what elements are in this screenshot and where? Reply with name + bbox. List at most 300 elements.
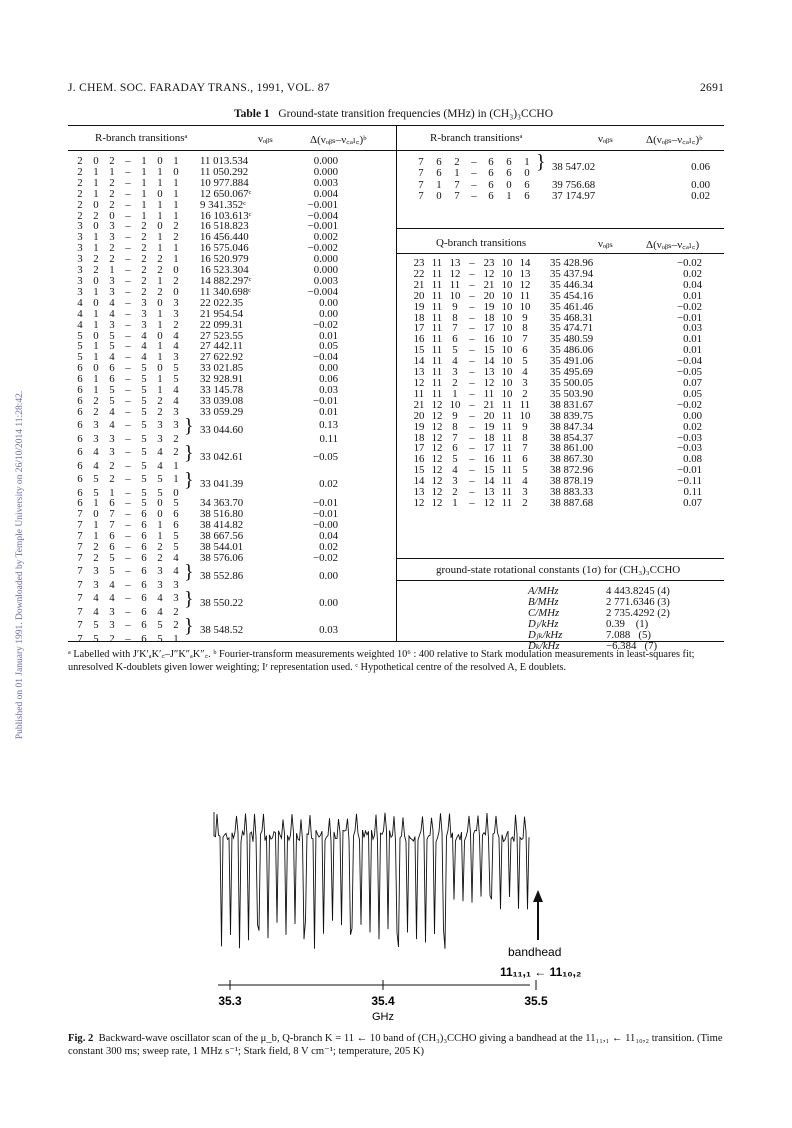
quantum-number: 5 (93, 486, 99, 499)
delta-value: 0.11 (319, 432, 338, 445)
quantum-number: 22 (413, 267, 425, 280)
quantum-number: 3 (109, 605, 115, 618)
nu-obs: 11 050.292 (200, 165, 249, 178)
quantum-number: 10 (501, 376, 513, 389)
quantum-number: 5 (157, 619, 163, 632)
delta-value: −0.02 (677, 398, 702, 411)
quantum-number: 2 (157, 541, 163, 554)
delta-value: 0.04 (319, 530, 338, 543)
quantum-number: 10 (501, 333, 513, 346)
quantum-number: 3 (157, 565, 163, 578)
quantum-number: 11 (431, 300, 443, 313)
brace (534, 258, 544, 269)
quantum-number: 9 (452, 409, 458, 422)
nu-obs: 9 341.352ᶜ (200, 198, 246, 211)
delta-value: 0.00 (691, 178, 710, 191)
quantum-number: 5 (141, 405, 147, 418)
quantum-number: 4 (77, 296, 83, 309)
delta-value: 0.00 (319, 362, 338, 375)
r-branch-row (72, 445, 338, 461)
quantum-number: 0 (173, 264, 179, 277)
quantum-number: 1 (157, 274, 163, 287)
quantum-number: 23 (413, 257, 425, 269)
left-col-head-nuobs: νₒᵦₛ (258, 133, 273, 145)
quantum-number: 11 (431, 267, 443, 280)
dash: – (469, 355, 475, 368)
quantum-number: 7 (454, 178, 460, 191)
quantum-number: 6 (77, 459, 83, 472)
nu-obs: 38 552.86 (200, 570, 244, 583)
nu-obs: 38 847.34 (550, 420, 594, 433)
quantum-number: 1 (93, 176, 99, 189)
quantum-number: 7 (522, 333, 528, 346)
quantum-number: 23 (483, 257, 495, 269)
dash: – (125, 605, 131, 618)
delta-value: 0.00 (319, 570, 338, 583)
quantum-number: 4 (157, 592, 163, 605)
nu-obs: 12 650.067ᶜ (200, 187, 252, 200)
quantum-number: 5 (109, 552, 115, 564)
quantum-number: 3 (173, 405, 179, 418)
quantum-number: 0 (93, 274, 99, 287)
quantum-number: 1 (93, 373, 99, 386)
quantum-number: 2 (141, 220, 147, 233)
delta-value: 0.00 (319, 307, 338, 320)
quantum-number: 0 (157, 497, 163, 510)
brace (184, 520, 194, 531)
quantum-number: 13 (483, 366, 495, 379)
quantum-number: 3 (93, 419, 99, 432)
nu-obs: 38 414.82 (200, 519, 244, 532)
r-branch-row (72, 407, 338, 418)
bandhead-arrow-head (533, 890, 543, 902)
nu-obs: 33 041.39 (200, 478, 244, 491)
quantum-number: 7 (77, 632, 83, 645)
quantum-number: 10 (501, 278, 513, 291)
quantum-number: 3 (141, 318, 147, 331)
quantum-number: 10 (501, 344, 513, 357)
brace: } (184, 587, 194, 610)
brace (536, 180, 546, 191)
dash: – (125, 497, 131, 510)
nu-obs: 33 145.78 (200, 384, 244, 397)
nu-obs: 21 954.54 (200, 307, 244, 320)
quantum-number: 3 (109, 446, 115, 459)
quantum-number: 2 (109, 176, 115, 189)
quantum-number: 11 (501, 486, 513, 499)
quantum-number: 18 (413, 311, 425, 324)
quantum-number: 6 (506, 156, 512, 168)
dash: – (125, 541, 131, 554)
q-branch-row (410, 498, 702, 509)
quantum-number: 11 (431, 278, 443, 291)
quantum-number: 10 (501, 289, 513, 302)
quantum-number: 5 (109, 565, 115, 578)
quantum-number: 1 (173, 473, 179, 486)
quantum-number: 12 (431, 453, 443, 466)
quantum-number: 1 (173, 176, 179, 189)
quantum-number: 9 (522, 420, 528, 433)
q-section-top-rule (397, 228, 724, 229)
quantum-number: 1 (141, 176, 147, 189)
quantum-number: 0 (109, 209, 115, 222)
quantum-number: 16 (483, 333, 495, 346)
quantum-number: 4 (452, 464, 458, 477)
delta-value: −0.01 (677, 311, 702, 324)
quantum-number: 15 (413, 344, 425, 357)
brace (184, 531, 194, 542)
quantum-number: 15 (483, 464, 495, 477)
quantum-number: 11 (501, 431, 513, 444)
r-branch-row (72, 189, 338, 200)
dash: – (125, 351, 131, 364)
right-col-head-delta: Δ(νₒᵦₛ–ν꜀ₐₗ꜀)ᵇ (646, 134, 703, 146)
dash: – (469, 442, 475, 455)
constant-name: Dⱼ/kHz (528, 617, 559, 630)
quantum-number: 6 (109, 530, 115, 543)
quantum-number: 11 (501, 475, 513, 488)
quantum-number: 3 (77, 220, 83, 233)
quantum-number: 5 (141, 473, 147, 486)
q-col-head-nuobs: νₒᵦₛ (598, 238, 613, 250)
quantum-number: 0 (93, 198, 99, 211)
quantum-number: 6 (77, 419, 83, 432)
quantum-number: 5 (77, 351, 83, 364)
quantum-number: 7 (452, 322, 458, 335)
quantum-number: 19 (413, 300, 425, 313)
quantum-number: 1 (157, 209, 163, 222)
quantum-number: 1 (157, 231, 163, 244)
quantum-number: 1 (157, 198, 163, 211)
quantum-number: 4 (522, 475, 528, 488)
dash: – (125, 432, 131, 445)
brace (534, 498, 544, 509)
dash: – (469, 496, 475, 509)
quantum-number: 11 (431, 311, 443, 324)
right-col-head-nuobs: νₒᵦₛ (598, 133, 613, 145)
nu-obs: 16 575.046 (200, 242, 249, 255)
brace (184, 200, 194, 211)
nu-obs: 38 516.80 (200, 508, 244, 521)
quantum-number: 17 (413, 442, 425, 455)
quantum-number: 2 (77, 155, 83, 167)
dash: – (125, 285, 131, 298)
quantum-number: 7 (452, 431, 458, 444)
quantum-number: 3 (77, 253, 83, 266)
quantum-number: 17 (483, 442, 495, 455)
quantum-number: 7 (77, 552, 83, 564)
quantum-number: 4 (93, 605, 99, 618)
quantum-number: 8 (452, 311, 458, 324)
quantum-number: 10 (519, 409, 531, 422)
q-branch-row (410, 411, 702, 422)
quantum-number: 5 (173, 362, 179, 375)
nu-obs: 35 474.71 (550, 322, 594, 335)
quantum-number: 5 (141, 432, 147, 445)
quantum-number: 8 (452, 420, 458, 433)
quantum-number: 15 (483, 344, 495, 357)
quantum-number: 12 (431, 398, 443, 411)
quantum-number: 16 (413, 333, 425, 346)
nu-obs: 35 468.31 (550, 311, 594, 324)
brace (534, 411, 544, 422)
dash: – (469, 311, 475, 324)
nu-obs: 35 491.06 (550, 355, 594, 368)
quantum-number: 0 (93, 329, 99, 342)
brace (184, 363, 194, 374)
quantum-number: 1 (173, 198, 179, 211)
quantum-number: 4 (77, 318, 83, 331)
delta-value: 0.08 (683, 453, 702, 466)
nu-obs: 38 861.00 (550, 442, 594, 455)
quantum-number: 4 (77, 307, 83, 320)
delta-value: 0.01 (683, 344, 702, 357)
quantum-number: 1 (173, 632, 179, 645)
delta-value: 0.02 (683, 420, 702, 433)
quantum-number: 4 (157, 605, 163, 618)
quantum-number: 2 (141, 253, 147, 266)
quantum-number: 11 (431, 355, 443, 368)
dash: – (469, 453, 475, 466)
dash: – (125, 362, 131, 375)
quantum-number: 11 (501, 420, 513, 433)
q-section-head-rule (397, 253, 724, 254)
quantum-number: 21 (483, 398, 495, 411)
quantum-number: 1 (173, 155, 179, 167)
quantum-number: 3 (109, 220, 115, 233)
quantum-number: 4 (452, 355, 458, 368)
quantum-number: 2 (173, 432, 179, 445)
delta-value: 0.03 (319, 624, 338, 637)
nu-obs: 11 340.698ᶜ (200, 285, 251, 298)
quantum-number: 2 (141, 274, 147, 287)
r-branch-row (72, 472, 338, 488)
quantum-number: 4 (141, 329, 147, 342)
r-branch-row (72, 418, 338, 434)
quantum-number: 11 (431, 289, 443, 302)
quantum-number: 1 (157, 373, 163, 386)
r-branch-row (72, 564, 338, 580)
brace (184, 156, 194, 167)
quantum-number: 7 (77, 565, 83, 578)
quantum-number: 17 (483, 322, 495, 335)
quantum-number: 6 (141, 632, 147, 645)
nu-obs: 16 518.823 (200, 220, 249, 233)
brace (534, 454, 544, 465)
quantum-number: 2 (157, 264, 163, 277)
quantum-number: 5 (109, 384, 115, 397)
quantum-number: 11 (501, 398, 513, 411)
constant-value: 4 443.8245 (4) (606, 585, 670, 597)
dash: – (125, 373, 131, 386)
quantum-number: 6 (173, 508, 179, 521)
quantum-number: 6 (522, 344, 528, 357)
quantum-number: 4 (93, 592, 99, 605)
quantum-number: 6 (109, 541, 115, 554)
sidebar-provenance-note: Published on 01 January 1991. Downloaded by Temple University on 26/10/2014 11:28:42. (15, 390, 25, 740)
quantum-number: 2 (454, 156, 460, 168)
r-branch-row (72, 591, 338, 607)
nu-obs: 27 523.55 (200, 329, 244, 342)
quantum-number: 12 (431, 496, 443, 509)
quantum-number: 10 (501, 267, 513, 280)
delta-value: −0.02 (313, 552, 338, 564)
quantum-number: 13 (449, 257, 461, 269)
nu-obs: 38 547.02 (552, 161, 596, 173)
quantum-number: 5 (522, 355, 528, 368)
left-col-head-delta: Δ(νₒᵦₛ–ν꜀ₐₗ꜀)ᵇ (310, 134, 367, 146)
dash: – (125, 592, 131, 605)
dash: – (469, 431, 475, 444)
r-branch-row (412, 191, 710, 202)
constant-name: Dₖ/kHz (528, 639, 560, 652)
quantum-number: 12 (431, 420, 443, 433)
quantum-number: 6 (436, 156, 442, 168)
quantum-number: 3 (173, 351, 179, 364)
quantum-number: 12 (449, 267, 461, 280)
nu-obs: 34 363.70 (200, 497, 244, 510)
dash: – (469, 289, 475, 302)
delta-value: 0.00 (319, 296, 338, 309)
quantum-number: 5 (93, 473, 99, 486)
quantum-number: 6 (141, 592, 147, 605)
quantum-number: 0 (157, 508, 163, 521)
quantum-number: 3 (109, 432, 115, 445)
dash: – (469, 464, 475, 477)
quantum-number: 6 (77, 473, 83, 486)
quantum-number: 0 (436, 190, 442, 203)
brace (184, 287, 194, 298)
quantum-number: 1 (141, 198, 147, 211)
quantum-number: 1 (141, 165, 147, 178)
quantum-number: 2 (157, 253, 163, 266)
nu-obs: 35 495.69 (550, 366, 594, 379)
brace (184, 542, 194, 553)
dash: – (469, 475, 475, 488)
dash: – (125, 394, 131, 407)
quantum-number: 2 (141, 264, 147, 277)
quantum-number: 3 (452, 366, 458, 379)
delta-value: −0.001 (307, 198, 338, 211)
quantum-number: 7 (109, 508, 115, 521)
dash: – (125, 340, 131, 353)
brace (534, 400, 544, 411)
quantum-number: 1 (141, 209, 147, 222)
constant-value: 0.39 (1) (606, 617, 649, 630)
quantum-number: 4 (173, 565, 179, 578)
r-branch-row (72, 618, 338, 634)
quantum-number: 1 (93, 351, 99, 364)
brace (184, 341, 194, 352)
quantum-number: 0 (93, 155, 99, 167)
dash: – (125, 486, 131, 499)
quantum-number: 1 (141, 187, 147, 200)
quantum-number: 11 (413, 387, 425, 400)
brace (534, 356, 544, 367)
x-axis-label: GHz (372, 1011, 394, 1020)
nu-obs: 16 103.613ᶜ (200, 209, 252, 222)
r-branch-table-right (412, 151, 710, 203)
quantum-number: 3 (109, 231, 115, 244)
q-branch-row (410, 422, 702, 433)
quantum-number: 10 (501, 322, 513, 335)
dash: – (125, 198, 131, 211)
dash: – (125, 519, 131, 532)
dash: – (125, 176, 131, 189)
delta-value: −0.00 (313, 519, 338, 532)
quantum-number: 1 (157, 351, 163, 364)
delta-value: 0.07 (683, 376, 702, 389)
quantum-number: 1 (173, 242, 179, 255)
quantum-number: 10 (449, 398, 461, 411)
delta-value: 0.11 (683, 486, 702, 499)
quantum-number: 12 (431, 409, 443, 422)
quantum-number: 18 (413, 431, 425, 444)
dash: – (125, 329, 131, 342)
quantum-number: 7 (109, 519, 115, 532)
quantum-number: 3 (93, 432, 99, 445)
delta-value: 0.05 (319, 340, 338, 353)
quantum-number: 1 (452, 387, 458, 400)
quantum-number: 2 (109, 187, 115, 200)
quantum-number: 6 (488, 167, 494, 180)
brace (184, 352, 194, 363)
brace (534, 476, 544, 487)
quantum-number: 13 (519, 267, 531, 280)
constant-name: C/MHz (528, 606, 560, 619)
dash: – (125, 296, 131, 309)
quantum-number: 6 (141, 541, 147, 554)
brace (534, 302, 544, 313)
q-col-head-transitions: Q-branch transitions (436, 237, 527, 249)
quantum-number: 6 (141, 578, 147, 591)
quantum-number: 2 (93, 253, 99, 266)
quantum-number: 6 (141, 605, 147, 618)
quantum-number: 7 (522, 442, 528, 455)
brace: } (184, 560, 194, 583)
constants-top-rule (397, 558, 724, 559)
quantum-number: 2 (93, 264, 99, 277)
quantum-number: 5 (93, 619, 99, 632)
delta-value: 0.00 (319, 597, 338, 610)
quantum-number: 6 (141, 619, 147, 632)
brace (534, 443, 544, 454)
brace: } (184, 414, 194, 437)
quantum-number: 7 (77, 508, 83, 521)
brace (184, 265, 194, 276)
quantum-number: 6 (524, 178, 530, 191)
quantum-number: 16 (413, 453, 425, 466)
constants-heading: ground-state rotational constants (1σ) for (CH₃)₃CCHO (436, 564, 681, 576)
quantum-number: 5 (173, 541, 179, 554)
nu-obs: 35 437.94 (550, 267, 594, 280)
delta-value: 0.00 (683, 409, 702, 422)
quantum-number: 4 (109, 405, 115, 418)
dash: – (469, 322, 475, 335)
quantum-number: 5 (141, 373, 147, 386)
delta-value: −0.04 (313, 351, 338, 364)
brace (534, 422, 544, 433)
brace (184, 254, 194, 265)
quantum-number: 6 (141, 508, 147, 521)
quantum-number: 21 (483, 278, 495, 291)
quantum-number: 4 (157, 446, 163, 459)
dash: – (125, 508, 131, 521)
quantum-number: 11 (431, 366, 443, 379)
brace (184, 320, 194, 331)
quantum-number: 4 (173, 384, 179, 397)
quantum-number: 19 (483, 300, 495, 313)
